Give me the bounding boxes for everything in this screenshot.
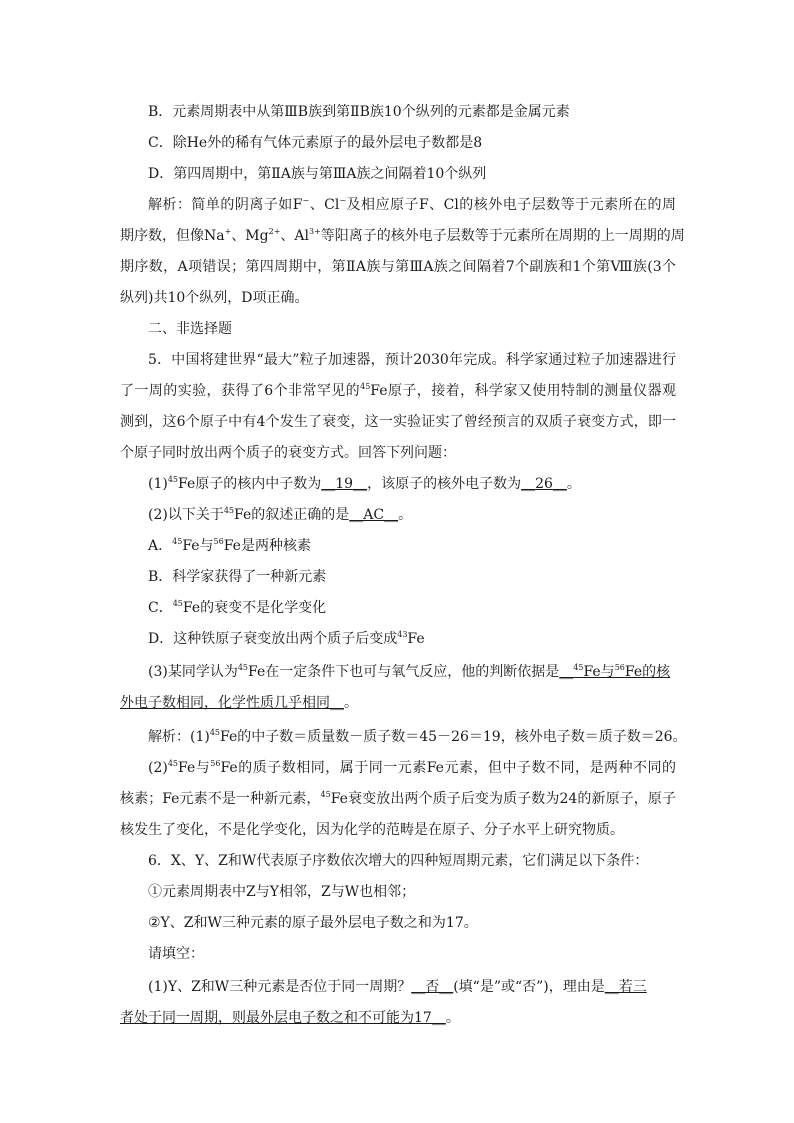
text-fragment: 。 [566, 476, 581, 492]
text-fragment: Fe是两种核素 [223, 538, 311, 554]
text-fragment: 45 [223, 506, 235, 515]
text-fragment: 43 [397, 630, 408, 639]
text-fragment: Fe的衰变不是化学变化 [182, 600, 327, 616]
q4-analysis-line-1 [148, 195, 676, 215]
text-fragment: 、Cl [309, 197, 340, 213]
q5-part-3-line-2 [120, 693, 676, 713]
text-fragment: (1)Y、Z和W三种元素是否位于同一周期？ [148, 979, 412, 995]
text-fragment: 期序数，但像Na [120, 228, 225, 244]
text-fragment: (2) [148, 760, 168, 776]
text-fragment: 45 [237, 663, 249, 672]
q5-option-c [148, 598, 676, 618]
text-fragment: 45 [172, 599, 183, 608]
text-fragment: − [339, 196, 347, 205]
q6-part-1-line-1 [148, 977, 676, 997]
text-fragment: ，该原子的核外电子数为 [367, 476, 522, 492]
text-fragment: 45 [209, 728, 221, 737]
text-fragment: 45 [573, 663, 584, 672]
text-fragment: 核素；Fe元素不是一种新元素， [120, 791, 321, 807]
text-fragment: 解析：简单的阴离子如F [148, 197, 303, 213]
q5-analysis-line-4: 核发生了变化，不是化学变化，因为化学的范畴是在原子、分子水平上研究物质。 [120, 822, 624, 838]
q4-analysis-line-2 [120, 226, 685, 246]
text-fragment: 。 [398, 507, 413, 523]
text-fragment: Fe的中子数＝质量数－质子数＝45－26＝19，核外电子数＝质子数＝26。 [220, 729, 687, 745]
q5-part-1-answer-electrons: __26__ [521, 476, 567, 492]
text-fragment: Fe [407, 631, 425, 647]
text-fragment: C． [148, 600, 173, 616]
text-fragment: 56 [213, 537, 224, 546]
q6-part-1-reason-cont: 者处于同一周期，则最外层电子数之和不可能为17__ [120, 1010, 446, 1026]
q5-stem-line-4: 个原子同时放出两个质子的衰变方式。回答下列问题： [120, 445, 456, 461]
text-fragment: Fe与 [178, 760, 211, 776]
text-fragment: (3)某同学认为 [148, 664, 238, 680]
text-fragment: 45 [167, 475, 179, 484]
text-fragment: (填“是”或“否”)，理由是 [453, 979, 605, 995]
q4-option-d: D．第四周期中，第ⅡA族与第ⅢA族之间隔着10个纵列 [148, 166, 487, 182]
text-fragment: 45 [320, 790, 331, 799]
q4-option-b: B．元素周期表中从第ⅢB族到第ⅡB族10个纵列的元素都是金属元素 [148, 104, 570, 120]
q5-option-d [148, 629, 676, 649]
text-fragment: 、Al [280, 228, 309, 244]
text-fragment: 、Mg [231, 228, 269, 244]
q5-option-b: B．科学家获得了一种新元素 [148, 569, 327, 585]
q5-option-a [148, 536, 676, 556]
text-fragment: 45 [360, 382, 371, 391]
text-fragment: Fe在一定条件下也可与氧气反应，他的判断依据是 [248, 664, 560, 680]
q5-part-2-answer: __AC__ [349, 507, 399, 523]
text-fragment: 56 [210, 759, 221, 768]
q5-part-1 [148, 474, 676, 494]
text-fragment: 了一周的实验，获得了6个非常罕见的 [120, 383, 361, 399]
text-fragment: Fe的叙述正确的是 [234, 507, 350, 523]
text-fragment: Fe原子的核内中子数为 [178, 476, 322, 492]
text-fragment: 及相应原子F、Cl的核外电子层数等于元素所在的周 [346, 197, 676, 213]
text-fragment: 3+ [309, 227, 321, 236]
text-fragment: 45 [172, 537, 183, 546]
text-fragment: __ [559, 664, 574, 680]
text-fragment: 等阳离子的核外电子层数等于元素所在周期的上一周期的周 [320, 228, 685, 244]
text-fragment: 解析：(1) [148, 729, 210, 745]
q5-part-2 [148, 505, 676, 525]
text-fragment: Fe的核 [624, 664, 671, 680]
q5-part-3-answer [559, 664, 670, 680]
text-fragment: Fe的质子数相同，属于同一元素Fe元素，但中子数不同，是两种不同的 [220, 760, 677, 776]
text-fragment: − [302, 196, 310, 205]
section-heading: 二、非选择题 [148, 321, 232, 337]
q5-part-3-line-1 [148, 662, 676, 682]
q4-analysis-line-3: 期序数，A项错误；第四周期中，第ⅡA族与第ⅢA族之间隔着7个副族和1个第Ⅷ族(3个 [120, 259, 676, 275]
text-fragment: 45 [167, 759, 179, 768]
text-fragment: 。 [445, 1010, 460, 1026]
text-fragment: + [224, 227, 232, 236]
q5-stem-line-1: 5．中国将建世界“最大”粒子加速器，预计2030年完成。科学家通过粒子加速器进行 [148, 352, 676, 368]
text-fragment: A． [148, 538, 173, 554]
q5-part-3-answer-cont: 外电子数相同，化学性质几乎相同__ [120, 695, 344, 711]
text-fragment: 。 [344, 695, 358, 711]
text-fragment: 56 [614, 663, 625, 672]
q4-option-c: C．除He外的稀有气体元素原子的最外层电子数都是8 [148, 135, 483, 151]
text-fragment: Fe衰变放出两个质子后变为质子数为24的新原子，原子 [330, 791, 677, 807]
q4-analysis-line-4: 纵列)共10个纵列，D项正确。 [120, 290, 309, 306]
q5-analysis-line-2 [148, 758, 676, 778]
text-fragment: Fe原子，接着，科学家又使用特制的测量仪器观 [370, 383, 677, 399]
text-fragment: 2+ [268, 227, 281, 236]
text-fragment: D．这种铁原子衰变放出两个质子后变成 [148, 631, 398, 647]
q6-condition-1: ①元素周期表中Z与Y相邻，Z与W也相邻； [148, 884, 416, 900]
q6-fill-prompt: 请填空： [148, 946, 204, 962]
q5-analysis-line-1 [148, 727, 687, 747]
q6-condition-2: ②Y、Z和W三种元素的原子最外层电子数之和为17。 [148, 915, 478, 931]
q6-part-1-answer: __否__ [411, 979, 454, 995]
q6-part-1-line-2 [120, 1008, 676, 1028]
q5-stem-line-2 [120, 381, 676, 401]
q5-stem-line-3: 测到，这6个原子中有4个发生了衰变，这一实验证实了曾经预言的双质子衰变方式，即一 [120, 414, 676, 430]
text-fragment: Fe与 [583, 664, 615, 680]
q5-part-1-answer-neutrons: __19__ [321, 476, 368, 492]
text-fragment: Fe与 [182, 538, 214, 554]
q6-stem: 6．X、Y、Z和W代表原子序数依次增大的四种短周期元素，它们满足以下条件： [148, 853, 649, 869]
q5-analysis-line-3 [120, 789, 676, 809]
q6-part-1-reason: __若三 [604, 979, 647, 995]
text-fragment: (2)以下关于 [148, 507, 224, 523]
text-fragment: (1) [148, 476, 168, 492]
